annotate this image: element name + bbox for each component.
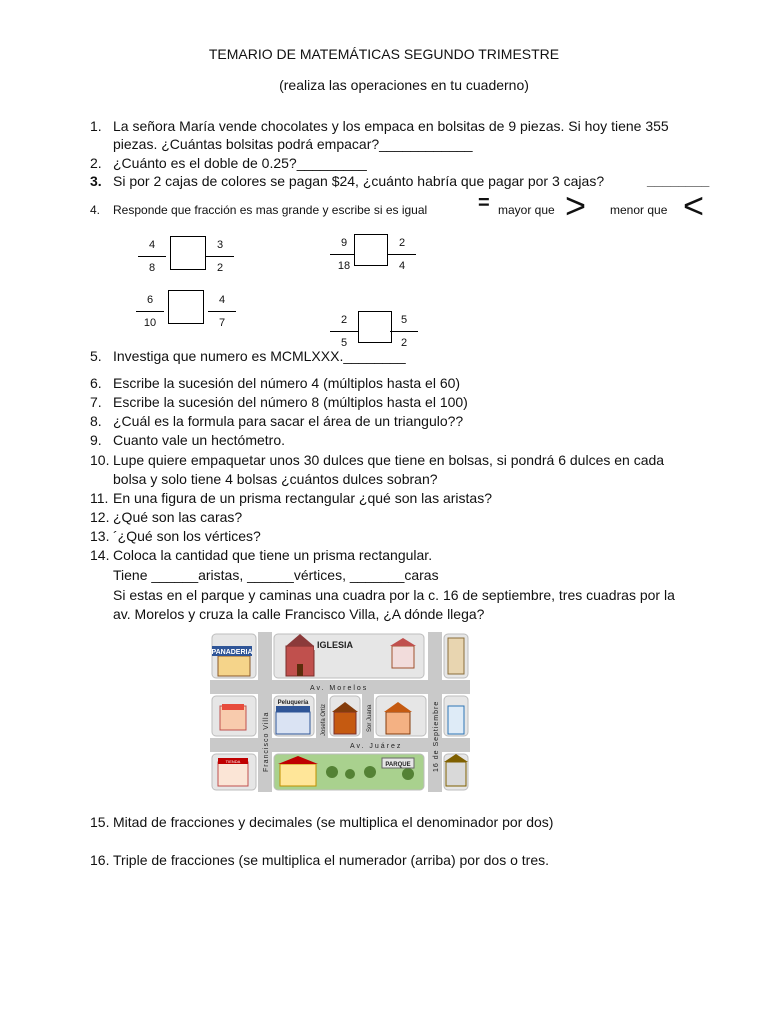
answer-box[interactable] xyxy=(354,234,388,266)
question-5: Investiga que numero es MCMLXXX.________ xyxy=(113,348,406,364)
bakery-building xyxy=(211,646,252,676)
barber-shop-building xyxy=(276,700,310,734)
svg-text:Francisco Villa: Francisco Villa xyxy=(263,711,270,772)
question-12: ¿Qué son las caras? xyxy=(113,509,243,525)
page-title: TEMARIO DE MATEMÁTICAS SEGUNDO TRIMESTRE xyxy=(208,46,560,62)
question-2: ¿Cuánto es el doble de 0.25?_________ xyxy=(113,155,367,171)
svg-text:Av. Morelos: Av. Morelos xyxy=(310,685,369,692)
item-number: 5. xyxy=(90,348,102,364)
item-number: 16. xyxy=(90,852,110,868)
question-10-line-2: bolsa y solo tiene 4 bolsas ¿cuántos dulces sobran? xyxy=(113,471,438,487)
less-than-symbol: < xyxy=(683,185,705,226)
greater-than-symbol: > xyxy=(565,185,587,226)
question-10-line-1: Lupe quiere empaquetar unos 30 dulces que tiene en bolsas, si pondrá 6 dulces en cada xyxy=(113,452,665,468)
question-14-line-1: Coloca la cantidad que tiene un prisma rectangular. xyxy=(113,547,433,563)
question-14-line-4: av. Morelos y cruza la calle Francisco Villa, ¿A dónde llega? xyxy=(113,606,485,622)
item-number: 10. xyxy=(90,452,110,468)
item-number: 7. xyxy=(90,394,102,410)
vacant-lot xyxy=(448,638,464,674)
answer-box[interactable] xyxy=(170,236,206,270)
question-15: Mitad de fracciones y decimales (se multiplica el denominador por dos) xyxy=(113,814,554,830)
question-9: Cuanto vale un hectómetro. xyxy=(113,432,285,448)
store-building xyxy=(218,758,248,786)
svg-text:Peluquería: Peluquería xyxy=(277,700,309,706)
item-number: 4. xyxy=(90,203,101,217)
question-7: Escribe la sucesión del número 8 (múltiplos hasta el 100) xyxy=(113,394,468,410)
answer-box[interactable] xyxy=(358,311,392,343)
item-number: 13. xyxy=(90,528,110,544)
svg-text:Josefa Ortiz: Josefa Ortiz xyxy=(321,703,327,736)
svg-text:IGLESIA: IGLESIA xyxy=(316,640,354,650)
question-14-line-2: Tiene ______aristas, ______vértices, _______caras xyxy=(113,567,439,583)
question-6: Escribe la sucesión del número 4 (múltiplos hasta el 60) xyxy=(113,375,461,391)
item-number: 11. xyxy=(90,490,109,506)
item-number: 15. xyxy=(90,814,110,830)
question-16: Triple de fracciones (se multiplica el numerador (arriba) por dos o tres. xyxy=(113,852,549,868)
svg-text:16 de Septiembre: 16 de Septiembre xyxy=(433,700,440,772)
svg-text:PANADERIA: PANADERIA xyxy=(211,649,253,656)
item-number: 14. xyxy=(90,547,110,563)
page-subtitle: (realiza las operaciones en tu cuaderno) xyxy=(279,77,529,93)
question-4-text: Responde que fracción es mas grande y escribe si es igual xyxy=(113,203,428,217)
question-3-blank: ________ xyxy=(647,172,710,188)
question-8: ¿Cuál es la formula para sacar el área de un triangulo?? xyxy=(113,413,464,429)
svg-text:TIENDA: TIENDA xyxy=(225,759,241,764)
item-number: 9. xyxy=(90,432,102,448)
answer-box[interactable] xyxy=(168,290,204,324)
item-number: 12. xyxy=(90,509,110,525)
item-number: 6. xyxy=(90,375,102,391)
question-11: En una figura de un prisma rectangular ¿qué son las aristas? xyxy=(113,490,492,506)
item-number: 8. xyxy=(90,413,102,429)
less-than-label: menor que xyxy=(610,203,668,217)
svg-text:PARQUE: PARQUE xyxy=(385,762,411,768)
question-14-line-3: Si estas en el parque y caminas una cuadra por la c. 16 de septiembre, tres cuadras por la xyxy=(113,587,675,603)
question-1-line-2: piezas. ¿Cuántas bolsitas podrá empacar?____________ xyxy=(113,136,473,152)
item-number: 1. xyxy=(90,118,102,134)
question-1-line-1: La señora María vende chocolates y los empaca en bolsitas de 9 piezas. Si hoy tiene 355 xyxy=(113,118,669,134)
shop-building xyxy=(220,704,246,730)
apartment-building xyxy=(448,706,464,734)
town-map-illustration xyxy=(210,632,470,792)
greater-than-label: mayor que xyxy=(498,203,555,217)
svg-text:Sor Juana: Sor Juana xyxy=(367,704,373,732)
question-13: ´¿Qué son los vértices? xyxy=(113,528,261,544)
question-3: Si por 2 cajas de colores se pagan $24, ¿cuánto habría que pagar por 3 cajas? xyxy=(113,173,605,189)
equals-symbol: = xyxy=(478,192,490,214)
item-number: 2. xyxy=(90,155,102,171)
item-number: 3. xyxy=(90,173,102,189)
svg-text:Av. Juárez: Av. Juárez xyxy=(350,743,403,750)
